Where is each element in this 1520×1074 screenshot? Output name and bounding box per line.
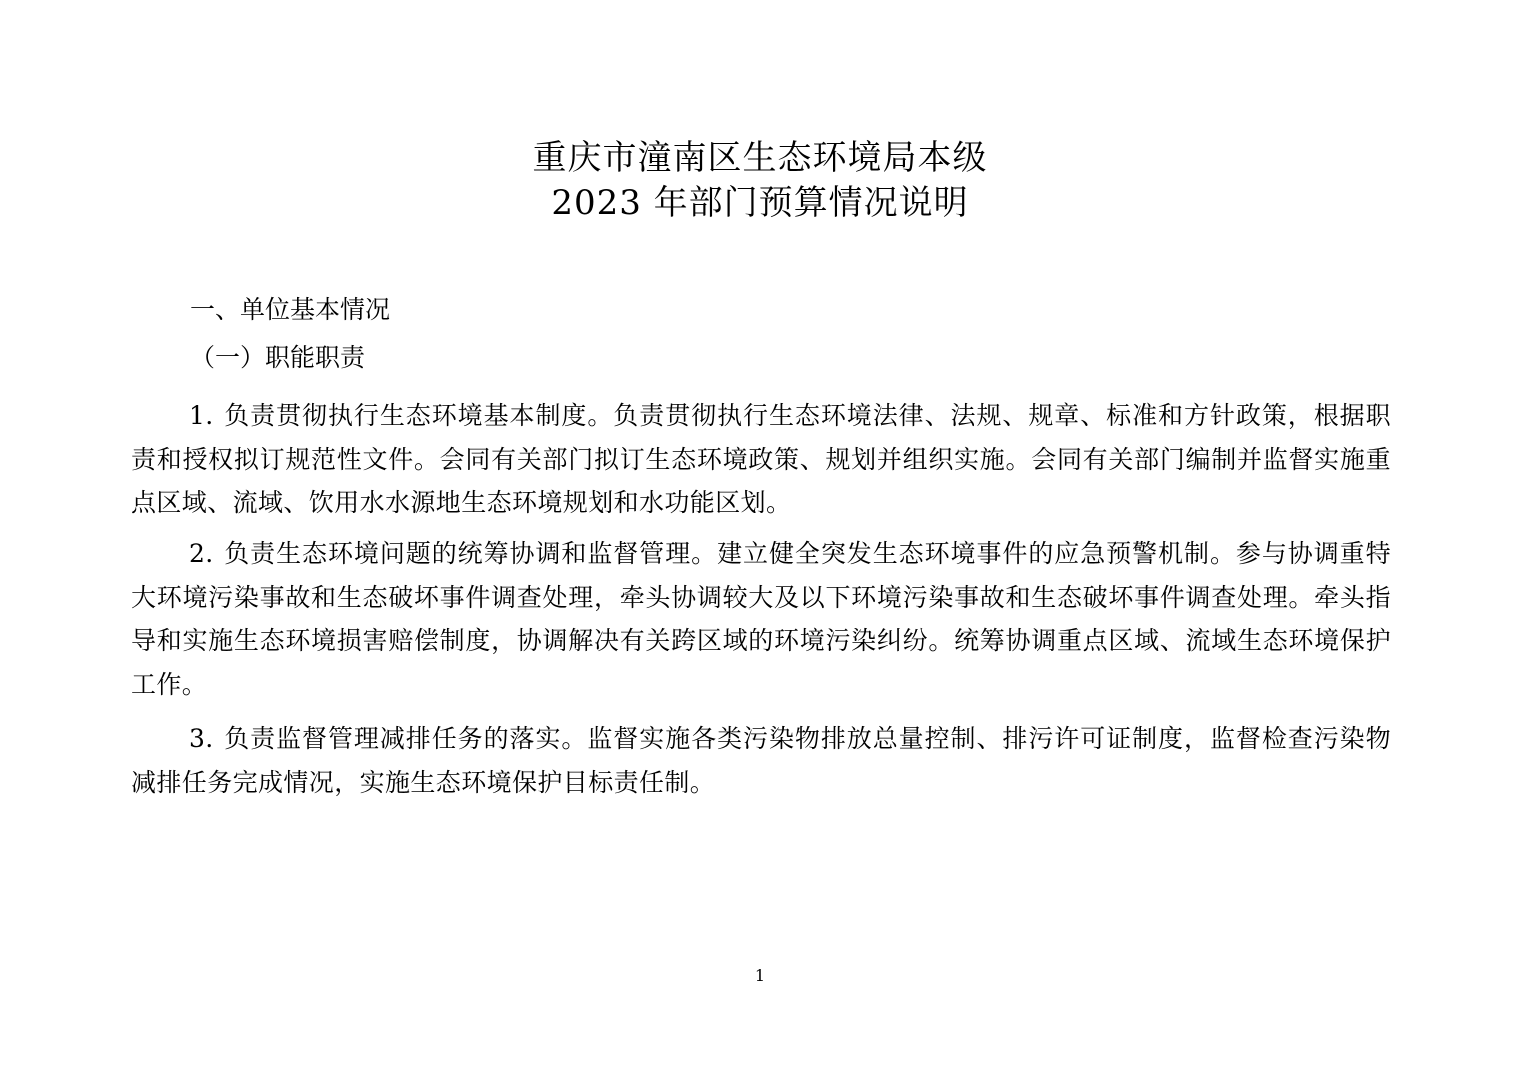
document-title-line1: 重庆市潼南区生态环境局本级 (532, 138, 988, 178)
subsection-heading: （一）职能职责 (190, 343, 366, 372)
paragraph-2 (131, 532, 1391, 706)
page-number: 1 (754, 966, 766, 985)
paragraph-3 (131, 717, 1391, 804)
section-heading: 一、单位基本情况 (190, 295, 391, 324)
paragraph-2-number: 2. (189, 539, 214, 568)
document-title-line2: 2023 年部门预算情况说明 (551, 183, 969, 223)
paragraph-2-text: 负责生态环境问题的统筹协调和监督管理。建立健全突发生态环境事件的应急预警机制。参与协调重特大环境污染事故和生态破坏事件调查处理，牵头协调较大及以下环境污染事故和生态破坏事件调查处理。牵头指导和实施生态环境损害赔偿制度，协调解决有关跨区域的环境污染纠纷。统筹协调重点区域、流域生态环境保护工作。 (131, 539, 1391, 699)
paragraph-3-text: 负责监督管理减排任务的落实。监督实施各类污染物排放总量控制、排污许可证制度，监督检查污染物减排任务完成情况，实施生态环境保护目标责任制。 (131, 724, 1391, 797)
paragraph-1-number: 1. (189, 401, 214, 430)
paragraph-3-number: 3. (189, 724, 214, 753)
paragraph-1 (131, 394, 1391, 525)
paragraph-1-text: 负责贯彻执行生态环境基本制度。负责贯彻执行生态环境法律、法规、规章、标准和方针政策，根据职责和授权拟订规范性文件。会同有关部门拟订生态环境政策、规划并组织实施。会同有关部门编制并监督实施重点区域、流域、饮用水水源地生态环境规划和水功能区划。 (131, 401, 1391, 517)
